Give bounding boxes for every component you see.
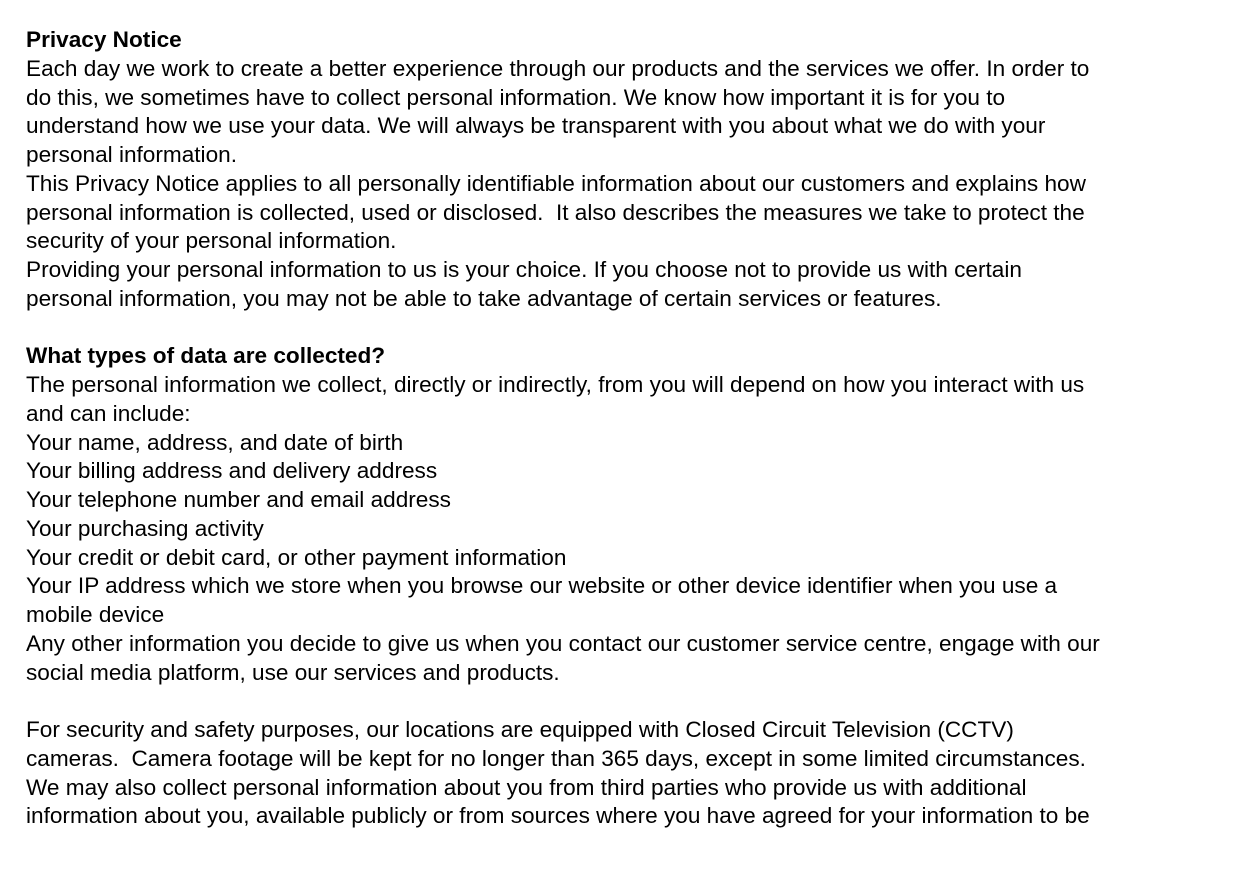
- intro-line: security of your personal information.: [26, 228, 397, 254]
- collected-list-item: Your billing address and delivery address: [26, 458, 438, 484]
- collected-list-item: Your purchasing activity: [26, 515, 264, 541]
- data-types-heading: What types of data are collected?: [26, 343, 386, 369]
- intro-line: understand how we use your data. We will always be transparent with you about what we do with your: [26, 113, 1046, 139]
- collected-list-item: Your telephone number and email address: [26, 487, 451, 512]
- document-page: [26, 26, 1226, 831]
- collected-list-item: Your credit or debit card, or other payment information: [26, 544, 567, 570]
- collected-line: and can include:: [26, 400, 191, 426]
- cctv-line: We may also collect personal information about you from third parties who provide us with additional: [26, 774, 1027, 800]
- cctv-section: [26, 716, 1226, 831]
- collected-list-item: Your IP address which we store when you browse our website or other device identifier when you use a: [26, 573, 1058, 599]
- intro-line: personal information, you may not be able to take advantage of certain services or features.: [26, 285, 942, 311]
- collected-data-section: [26, 371, 1226, 687]
- collected-list-item: Your name, address, and date of birth: [26, 429, 404, 455]
- privacy-notice-heading: Privacy Notice: [26, 27, 182, 52]
- collected-list-item: mobile device: [26, 602, 165, 627]
- paragraph-spacer: [26, 314, 1226, 343]
- collected-list-item: Any other information you decide to give us when you contact our customer service centre, engage with our: [26, 630, 1100, 656]
- intro-section: [26, 55, 1226, 314]
- cctv-line: For security and safety purposes, our locations are equipped with Closed Circuit Television (CCTV): [26, 717, 1014, 742]
- collected-list-item: social media platform, use our services and products.: [26, 659, 560, 685]
- intro-line: Each day we work to create a better experience through our products and the services we offer. In order to: [26, 55, 1090, 81]
- intro-line: This Privacy Notice applies to all personally identifiable information about our customers and explains how: [26, 170, 1086, 196]
- collected-line: The personal information we collect, directly or indirectly, from you will depend on how you interact with us: [26, 372, 1085, 397]
- intro-line: personal information is collected, used or disclosed. It also describes the measures we take to protect the: [26, 199, 1085, 225]
- intro-line: Providing your personal information to us is your choice. If you choose not to provide us with certain: [26, 257, 1022, 282]
- intro-line: personal information.: [26, 142, 237, 167]
- cctv-line: information about you, available publicly or from sources where you have agreed for your information to be: [26, 803, 1090, 829]
- cctv-line: cameras. Camera footage will be kept for no longer than 365 days, except in some limited circumstances.: [26, 745, 1086, 771]
- intro-line: do this, we sometimes have to collect personal information. We know how important it is for you to: [26, 84, 1006, 110]
- paragraph-spacer: [26, 687, 1226, 716]
